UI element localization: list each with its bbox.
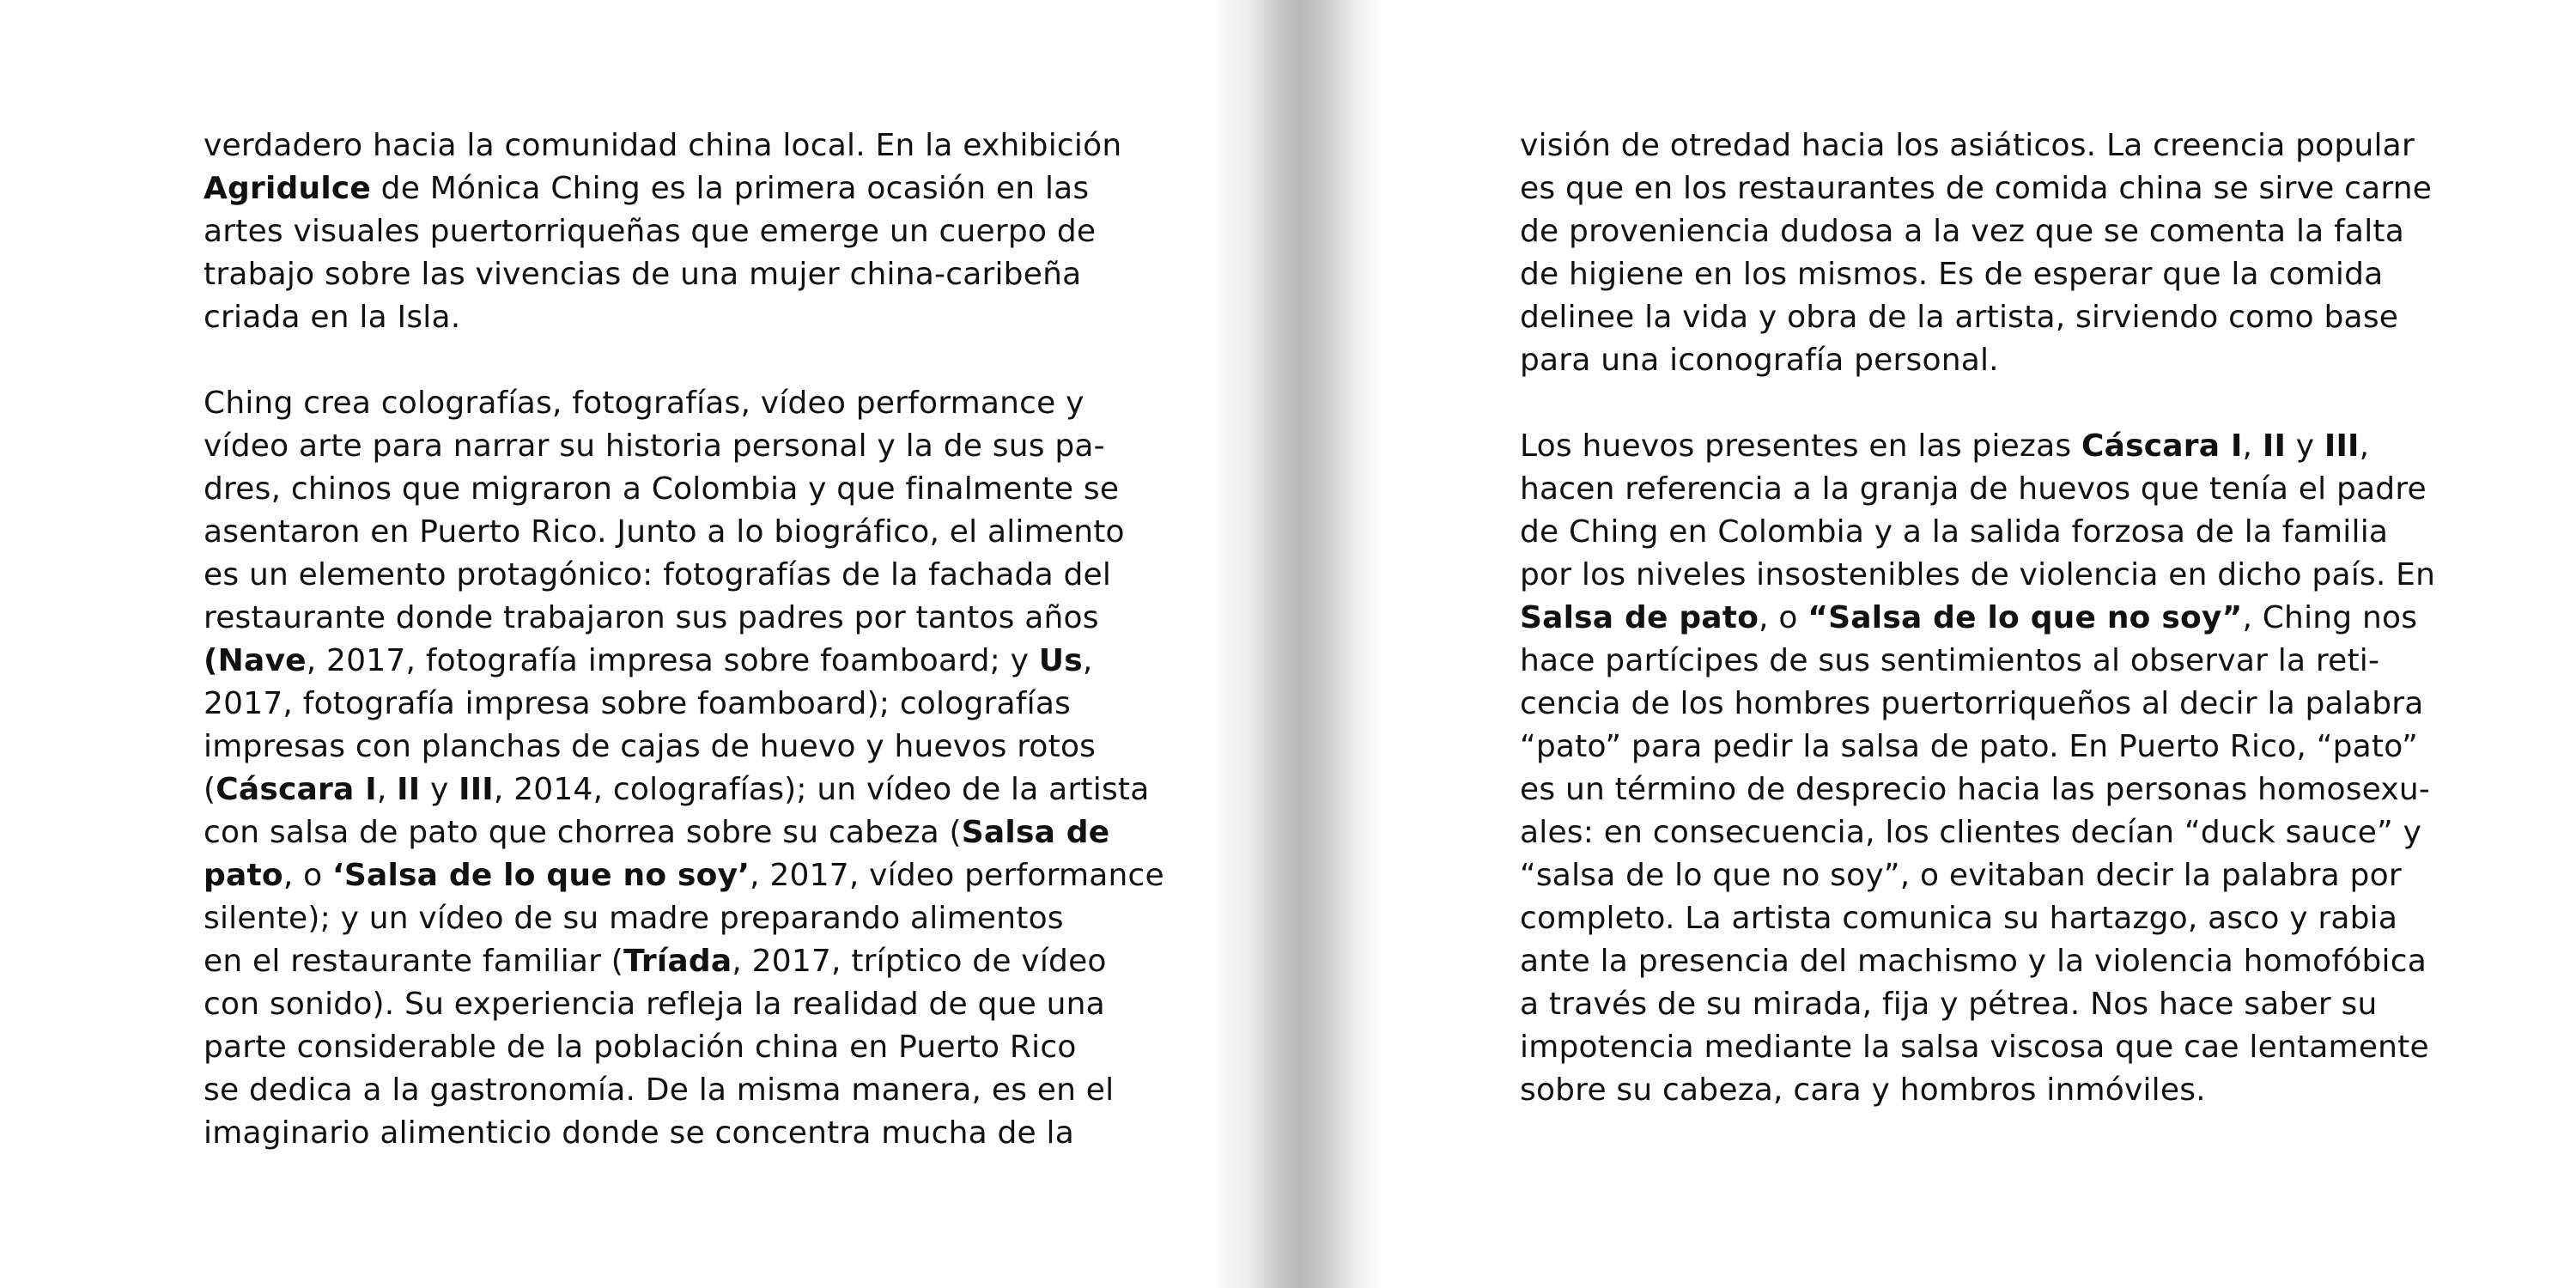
body-text: sobre su cabeza, cara y hombros inmóviles.: [1520, 1072, 2206, 1108]
bold-text: Agridulce: [204, 171, 372, 206]
text-line: [204, 253, 1200, 296]
paragraph: [204, 382, 1200, 1155]
text-line: [204, 640, 1200, 683]
text-line: [204, 897, 1200, 940]
text-line: [1520, 210, 2490, 253]
body-text: criada en la Isla.: [204, 300, 461, 335]
body-text: , 2017, tríptico de vídeo: [732, 944, 1107, 979]
body-text: , o: [1759, 600, 1808, 635]
paragraph: [1520, 125, 2490, 382]
paragraph-gap: [1520, 382, 2490, 425]
body-text: ,: [376, 772, 398, 807]
body-text: ales: en consecuencia, los clientes decían “duck sauce” y: [1520, 815, 2422, 850]
text-line: [204, 382, 1200, 425]
body-text: , o: [283, 858, 332, 893]
text-line: [204, 1112, 1200, 1155]
text-line: [1520, 983, 2490, 1026]
bold-text: III: [2324, 428, 2360, 464]
text-line: [1520, 167, 2490, 210]
text-line: [204, 554, 1200, 597]
text-line: [204, 1069, 1200, 1112]
text-line: [1520, 125, 2490, 167]
body-text: Los huevos presentes en las piezas: [1520, 428, 2081, 464]
text-line: [204, 726, 1200, 769]
text-line: [1520, 854, 2490, 897]
text-line: [204, 769, 1200, 811]
body-text: “pato” para pedir la salsa de pato. En Puerto Rico, “pato”: [1520, 729, 2418, 764]
body-text: dres, chinos que migraron a Colombia y que finalmente se: [204, 471, 1120, 507]
text-line: [1520, 339, 2490, 382]
body-text: , 2014, colografías); un vídeo de la artista: [493, 772, 1150, 807]
bold-text: Us: [1038, 643, 1083, 678]
body-text: hace partícipes de sus sentimientos al observar la reti-: [1520, 643, 2380, 678]
bold-text: II: [2262, 428, 2287, 464]
paragraph: [204, 125, 1200, 339]
paragraph: [1520, 425, 2490, 1112]
right-page: [1520, 125, 2490, 1112]
body-text: Ching crea colografías, fotografías, vídeo performance y: [204, 386, 1084, 421]
book-gutter-shadow: [1211, 0, 1382, 1288]
body-text: vídeo arte para narrar su historia personal y la de sus pa-: [204, 428, 1105, 464]
body-text: asentaron en Puerto Rico. Junto a lo biográfico, el alimento: [204, 514, 1125, 550]
body-text: de proveniencia dudosa a la vez que se comenta la falta: [1520, 214, 2404, 249]
text-line: [1520, 468, 2490, 511]
body-text: se dedica a la gastronomía. De la misma manera, es en el: [204, 1072, 1115, 1108]
body-text: delinee la vida y obra de la artista, sirviendo como base: [1520, 300, 2399, 335]
body-text: trabajo sobre las vivencias de una mujer china-caribeña: [204, 257, 1082, 292]
bold-text: pato: [204, 858, 283, 893]
body-text: 2017, fotografía impresa sobre foamboard); colografías: [204, 686, 1072, 721]
text-line: [1520, 1069, 2490, 1112]
body-text: y: [2286, 428, 2324, 464]
body-text: por los niveles insostenibles de violencia en dicho país. En: [1520, 557, 2436, 592]
text-line: [1520, 1026, 2490, 1069]
body-text: silente); y un vídeo de su madre preparando alimentos: [204, 901, 1064, 936]
body-text: de Ching en Colombia y a la salida forzosa de la familia: [1520, 514, 2389, 550]
text-line: [1520, 940, 2490, 983]
bold-text: Salsa de: [961, 815, 1110, 850]
body-text: y: [420, 772, 459, 807]
body-text: en el restaurante familiar (: [204, 944, 624, 979]
body-text: artes visuales puertorriqueñas que emerge un cuerpo de: [204, 214, 1097, 249]
body-text: con sonido). Su experiencia refleja la realidad de que una: [204, 987, 1105, 1022]
text-line: [204, 167, 1200, 210]
text-line: [1520, 640, 2490, 683]
text-line: [204, 983, 1200, 1026]
body-text: es un elemento protagónico: fotografías de la fachada del: [204, 557, 1112, 592]
body-text: ,: [2242, 428, 2263, 464]
text-line: [1520, 769, 2490, 811]
text-line: [1520, 554, 2490, 597]
body-text: para una iconografía personal.: [1520, 343, 1999, 378]
paragraph-gap: [204, 339, 1200, 382]
body-text: completo. La artista comunica su hartazgo, asco y rabia: [1520, 901, 2398, 936]
text-line: [204, 854, 1200, 897]
bold-text: Tríada: [623, 944, 732, 979]
text-line: [204, 210, 1200, 253]
text-line: [1520, 683, 2490, 726]
text-line: [204, 811, 1200, 854]
body-text: ante la presencia del machismo y la violencia homofóbica: [1520, 944, 2427, 979]
body-text: es un término de desprecio hacia las personas homosexu-: [1520, 772, 2431, 807]
bold-text: Cáscara I: [216, 772, 377, 807]
text-line: [1520, 253, 2490, 296]
body-text: , 2017, vídeo performance: [750, 858, 1164, 893]
body-text: “salsa de lo que no soy”, o evitaban decir la palabra por: [1520, 858, 2402, 893]
text-line: [204, 468, 1200, 511]
text-line: [204, 597, 1200, 640]
body-text: (: [204, 772, 216, 807]
bold-text: II: [397, 772, 421, 807]
bold-text: Cáscara I: [2081, 428, 2243, 464]
body-text: verdadero hacia la comunidad china local. En la exhibición: [204, 128, 1122, 163]
bold-text: Nave: [217, 643, 307, 678]
text-line: [1520, 897, 2490, 940]
body-text: restaurante donde trabajaron sus padres por tantos años: [204, 600, 1099, 635]
body-text: , Ching nos: [2242, 600, 2418, 635]
bold-text: (: [204, 643, 218, 678]
text-line: [204, 125, 1200, 167]
body-text: impresas con planchas de cajas de huevo y huevos rotos: [204, 729, 1097, 764]
text-line: [1520, 296, 2490, 339]
body-text: ,: [2359, 428, 2370, 464]
bold-text: ‘Salsa de lo que no soy’: [331, 858, 750, 893]
body-text: imaginario alimenticio donde se concentra mucha de la: [204, 1115, 1075, 1151]
body-text: con salsa de pato que chorrea sobre su cabeza (: [204, 815, 962, 850]
body-text: de Mónica Ching es la primera ocasión en las: [371, 171, 1090, 206]
body-text: de higiene en los mismos. Es de esperar que la comida: [1520, 257, 2384, 292]
body-text: visión de otredad hacia los asiáticos. La creencia popular: [1520, 128, 2415, 163]
text-line: [1520, 726, 2490, 769]
bold-text: Salsa de pato: [1520, 600, 1759, 635]
body-text: ,: [1082, 643, 1093, 678]
text-line: [1520, 425, 2490, 468]
left-page: [204, 125, 1200, 1155]
body-text: cencia de los hombres puertorriqueños al decir la palabra: [1520, 686, 2424, 721]
text-line: [204, 425, 1200, 468]
text-line: [204, 940, 1200, 983]
body-text: parte considerable de la población china en Puerto Rico: [204, 1030, 1077, 1065]
body-text: impotencia mediante la salsa viscosa que cae lentamente: [1520, 1030, 2429, 1065]
body-text: a través de su mirada, fija y pétrea. Nos hace saber su: [1520, 987, 2378, 1022]
text-line: [1520, 811, 2490, 854]
body-text: es que en los restaurantes de comida china se sirve carne: [1520, 171, 2433, 206]
bold-text: III: [459, 772, 494, 807]
text-line: [1520, 597, 2490, 640]
text-line: [1520, 511, 2490, 554]
bold-text: “Salsa de lo que no soy”: [1807, 600, 2243, 635]
body-text: hacen referencia a la granja de huevos que tenía el padre: [1520, 471, 2427, 507]
text-line: [204, 296, 1200, 339]
text-line: [204, 683, 1200, 726]
body-text: , 2017, fotografía impresa sobre foamboard; y: [306, 643, 1039, 678]
text-line: [204, 511, 1200, 554]
text-line: [204, 1026, 1200, 1069]
